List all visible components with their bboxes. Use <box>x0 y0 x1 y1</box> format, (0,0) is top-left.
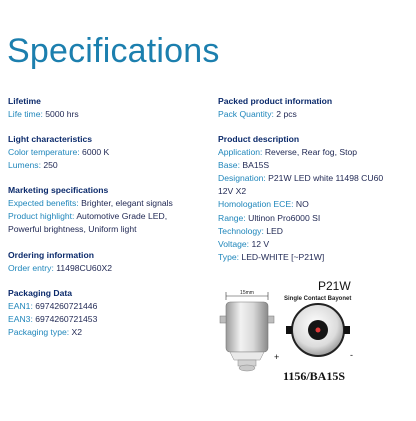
section-title: Product description <box>218 134 300 145</box>
section-packed-product <box>218 95 414 121</box>
spec-row <box>8 326 213 339</box>
bulb-bottom-view <box>274 279 353 362</box>
spec-label: EAN3: <box>8 313 33 324</box>
spec-value: Automotive Grade LED, <box>76 211 168 222</box>
bayonet-pin-icon <box>220 316 226 323</box>
bulb-diagram-svg <box>214 276 414 416</box>
spec-row <box>218 212 414 225</box>
spec-row <box>8 210 213 223</box>
spec-row <box>218 172 414 185</box>
section-title: Marketing specifications <box>8 185 109 196</box>
spec-value: 6974260721453 <box>35 313 98 324</box>
spec-row <box>8 300 213 313</box>
left-column <box>8 95 213 351</box>
spec-row <box>218 185 414 198</box>
spec-row <box>8 108 213 121</box>
section-title: Lifetime <box>8 96 41 106</box>
bulb-code: P21W <box>318 279 351 293</box>
spec-label: Lumens: <box>8 160 41 171</box>
spec-label: Type: <box>218 251 240 262</box>
section-packaging <box>8 287 213 339</box>
bayonet-pin-icon <box>344 326 350 334</box>
spec-label: Color temperature: <box>8 147 80 158</box>
spec-label: Voltage: <box>218 238 250 249</box>
spec-value: Powerful brightness, Uniform light <box>8 224 137 235</box>
bulb-side-view <box>220 290 274 371</box>
spec-value: 11498CU60X2 <box>56 262 112 273</box>
spec-value: P21W LED white 11498 CU60 <box>268 173 384 184</box>
spec-value: 6000 K <box>82 147 110 158</box>
page-title: Specifications <box>7 32 220 70</box>
dimension-label: 15mm <box>240 290 254 296</box>
spec-label: Life time: <box>8 109 43 119</box>
bayonet-pin-icon <box>286 326 292 334</box>
spec-row <box>218 159 414 172</box>
spec-label: Technology: <box>218 225 264 236</box>
section-ordering <box>8 249 213 275</box>
spec-row <box>8 313 213 326</box>
spec-value: BA15S <box>242 160 270 171</box>
spec-row <box>218 146 414 159</box>
bayonet-pin-icon <box>268 316 274 323</box>
section-marketing <box>8 184 213 236</box>
spec-label: Range: <box>218 212 246 223</box>
spec-row <box>218 251 414 264</box>
spec-row <box>8 197 213 210</box>
right-column <box>218 95 414 276</box>
spec-label: Expected benefits: <box>8 198 79 209</box>
contact-icon <box>239 365 255 371</box>
spec-value: 250 <box>43 160 58 171</box>
spec-label: Product highlight: <box>8 211 75 222</box>
section-title: Packaging Data <box>8 287 72 298</box>
section-light-characteristics <box>8 133 213 172</box>
spec-label: Packaging type: <box>8 326 70 337</box>
spec-value: Reverse, Rear fog, Stop <box>264 147 358 158</box>
spec-row <box>218 238 414 251</box>
spec-row <box>218 198 414 211</box>
section-lifetime <box>8 95 213 121</box>
polarity-plus: + <box>274 352 280 362</box>
spec-value: X2 <box>71 326 83 337</box>
spec-value: Ultinon Pro6000 SI <box>248 212 321 223</box>
spec-label: Order entry: <box>8 262 54 273</box>
spec-value: NO <box>295 199 309 210</box>
section-title: Light characteristics <box>8 134 93 145</box>
spec-row <box>8 262 213 275</box>
spec-row <box>8 146 213 159</box>
spec-row <box>8 159 213 172</box>
bulb-base-diagram <box>214 276 414 416</box>
spec-row <box>218 225 414 238</box>
polarity-minus: - <box>350 350 353 360</box>
section-title: Ordering information <box>8 249 94 260</box>
spec-value: Brighter, elegant signals <box>81 198 173 209</box>
base-caption: 1156/BA15S <box>282 369 346 383</box>
spec-row <box>8 223 213 236</box>
spec-value: LED-WHITE [~P21W] <box>241 251 325 262</box>
spec-label: Homologation ECE: <box>218 199 294 210</box>
spec-label: Base: <box>218 160 240 171</box>
spec-value: LED <box>266 225 283 236</box>
spec-value: 2 pcs <box>276 109 297 119</box>
spec-label: Designation: <box>218 173 266 184</box>
section-product-description <box>218 133 414 264</box>
spec-value: 12V X2 <box>218 186 247 197</box>
spec-value: 6974260721446 <box>35 300 98 311</box>
section-title: Packed product information <box>218 96 333 106</box>
spec-label: EAN1: <box>8 300 33 311</box>
spec-row <box>218 108 414 121</box>
spec-label: Application: <box>218 147 263 158</box>
spec-label: Pack Quantity: <box>218 109 274 119</box>
socket-type: Single Contact Bayonet <box>284 296 352 302</box>
spec-value: 5000 hrs <box>45 109 79 119</box>
spec-value: 12 V <box>251 238 270 249</box>
